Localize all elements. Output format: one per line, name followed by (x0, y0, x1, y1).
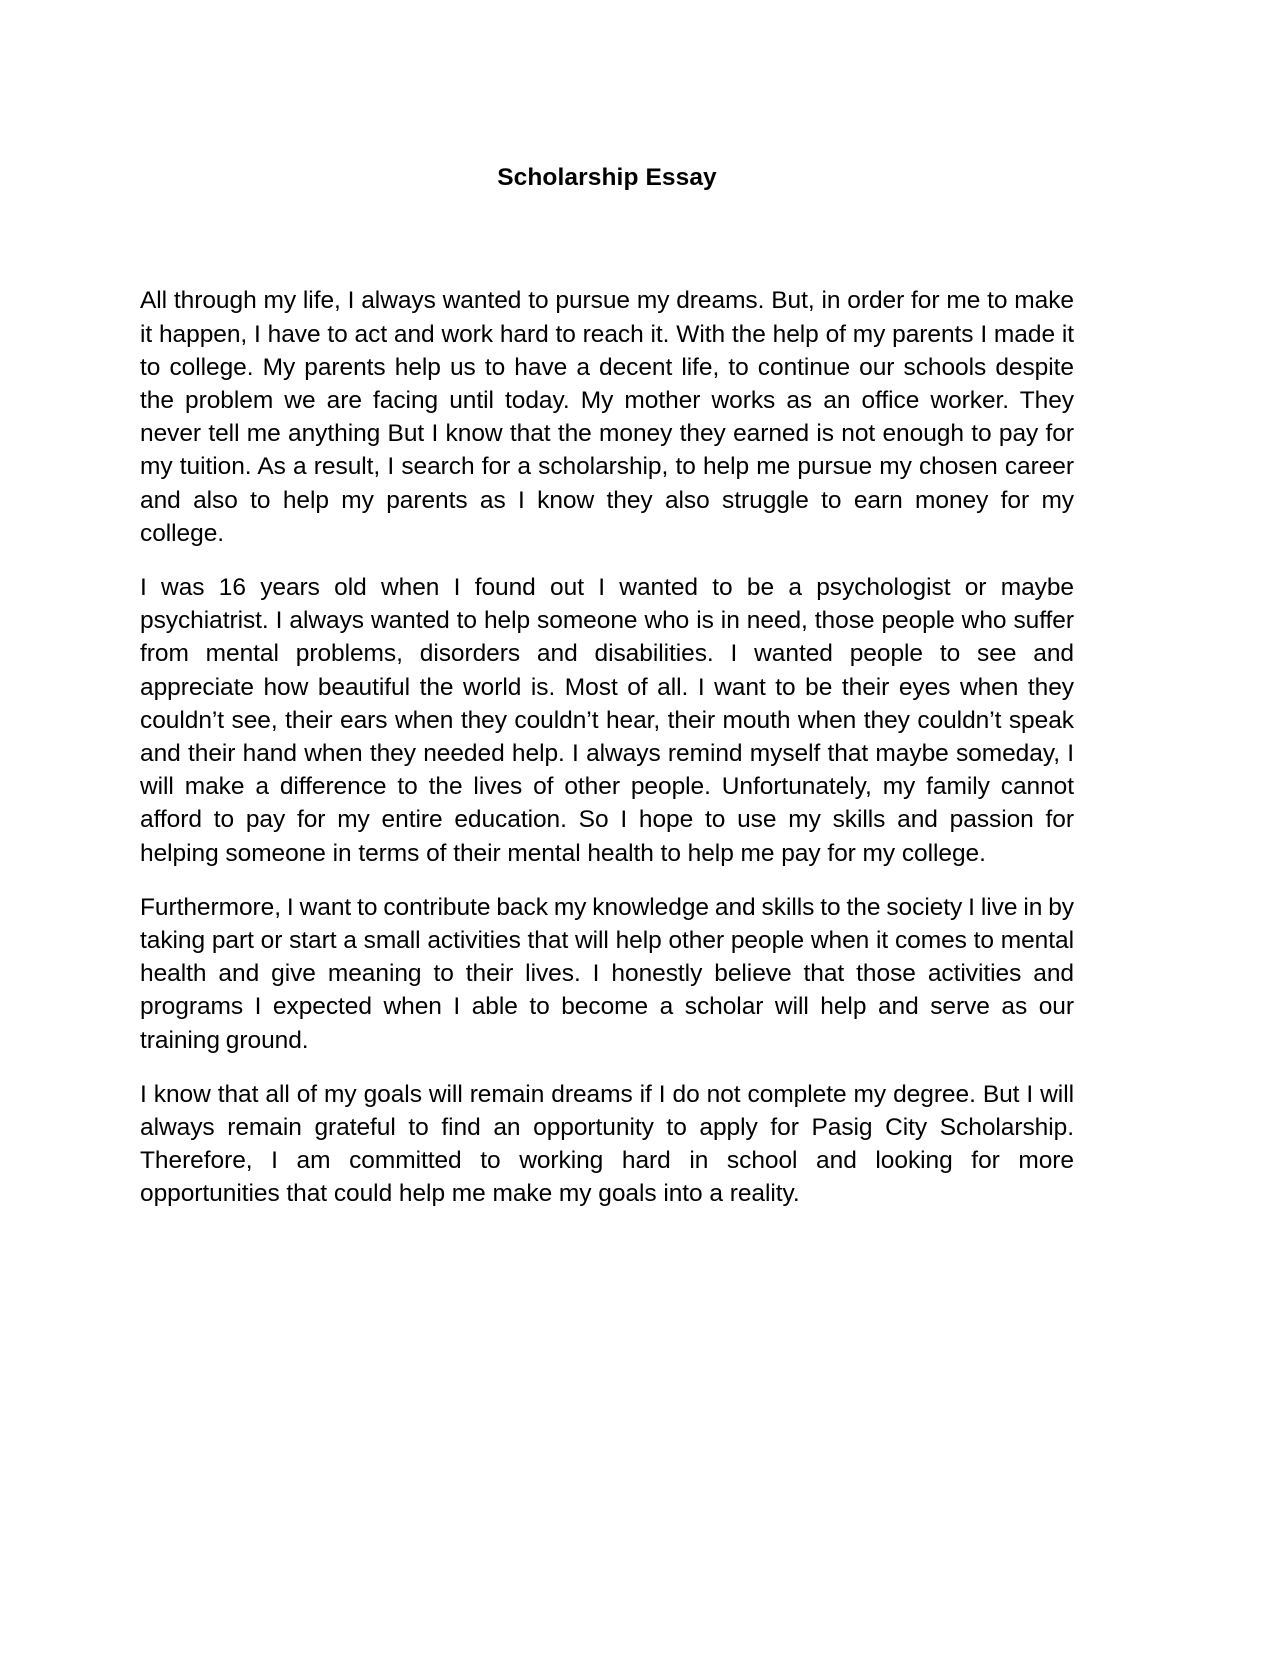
essay-paragraph-2: I was 16 years old when I found out I wanted to be a psychologist or maybe psychiatrist. I always wanted to help someone who is in need, those people who suffer from mental problems, disorders and disabilities. I wanted people to see and appreciate how beautiful the world is. Most of all. I want to be their eyes when they couldn’t see, their ears when they couldn’t hear, their mouth when they couldn’t speak and their hand when they needed help. I always remind myself that maybe someday, I will make a difference to the lives of other people. Unfortunately, my family cannot afford to pay for my entire education. So I hope to use my skills and passion for helping someone in terms of their mental health to help me pay for my college. (140, 574, 1074, 867)
essay-paragraph-3: Furthermore, I want to contribute back my knowledge and skills to the society I live in by taking part or start a small activities that will help other people when it comes to mental health and give meaning to their lives. I honestly believe that those activities and programs I expected when I able to become a scholar will help and serve as our training ground. (140, 893, 1074, 1054)
page-title: Scholarship Essay (497, 164, 717, 191)
essay-paragraph-4: I know that all of my goals will remain dreams if I do not complete my degree. But I will always remain grateful to find an opportunity to apply for Pasig City Scholarship. Therefore, I am committed to working hard in school and looking for more opportunities that could help me make my goals into a reality. (140, 1080, 1074, 1208)
essay-paragraph-1: All through my life, I always wanted to pursue my dreams. But, in order for me to make it happen, I have to act and work hard to reach it. With the help of my parents I made it to college. My parents help us to have a decent life, to continue our schools despite the problem we are facing until today. My mother works as an office worker. They never tell me anything But I know that the money they earned is not enough to pay for my tuition. As a result, I search for a scholarship, to help me pursue my chosen career and also to help my parents as I know they also struggle to earn money for my college. (140, 287, 1074, 547)
document-body (140, 0, 1074, 1211)
